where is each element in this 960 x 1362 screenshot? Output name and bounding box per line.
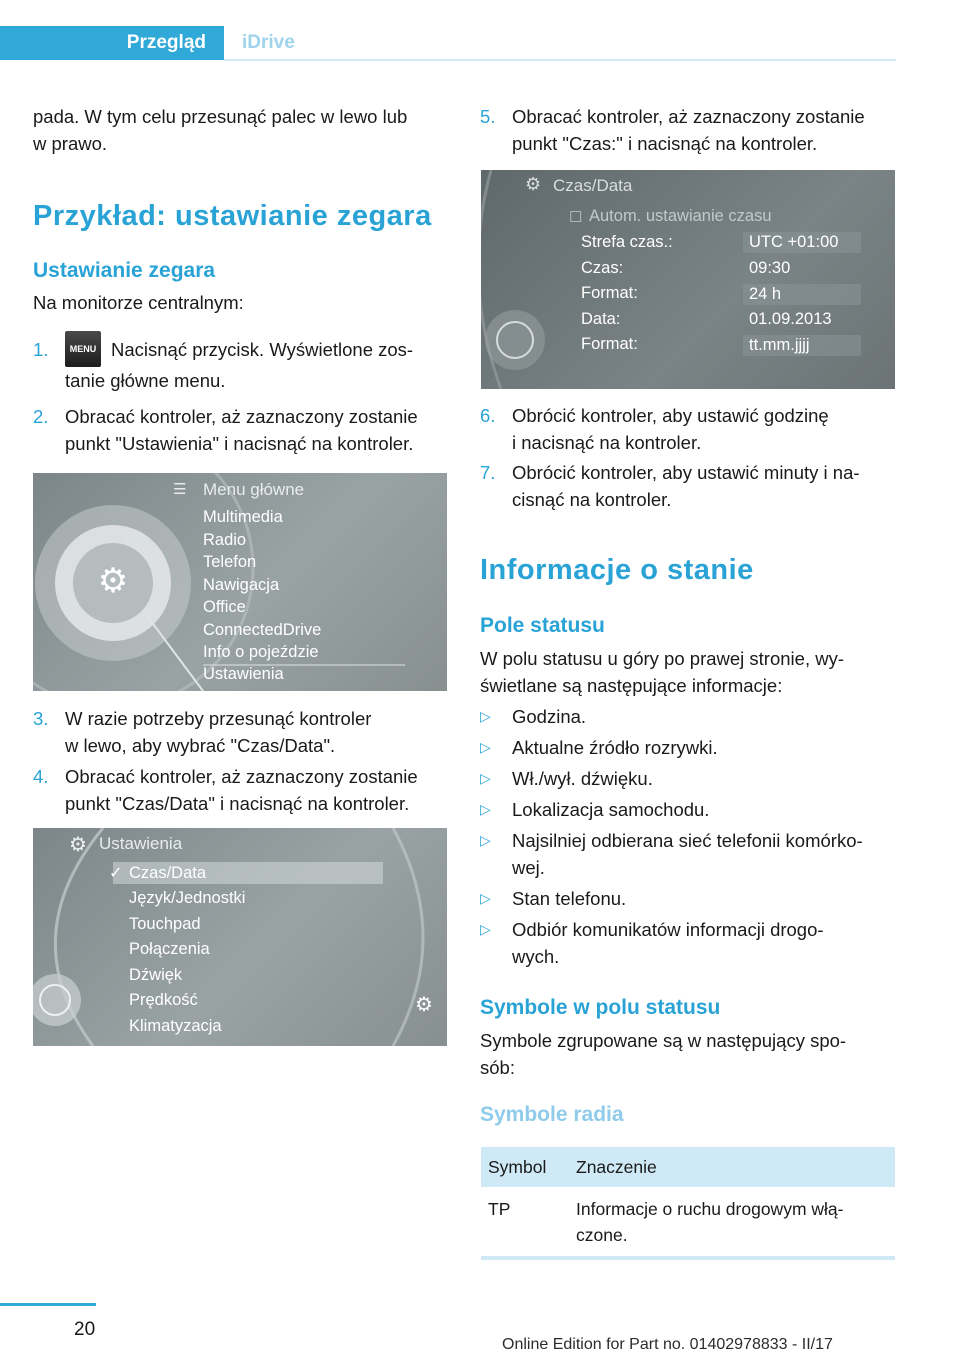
- subsection-title-symbols: Symbole w polu statusu: [480, 996, 721, 1019]
- step-number: 3.: [33, 708, 49, 729]
- bullet-icon: ▷: [480, 770, 491, 786]
- list-item: ▷ Lokalizacja samochodu.: [480, 796, 900, 823]
- step-5: [480, 103, 900, 157]
- settings-item-connections[interactable]: Połączenia: [129, 940, 210, 958]
- settings-item-climate[interactable]: Klimatyzacja: [129, 1017, 222, 1035]
- symbols-intro-line: Symbole zgrupowane są w następujący spo-: [480, 1030, 847, 1051]
- step-6: [480, 402, 900, 456]
- gear-icon: ⚙: [69, 834, 87, 856]
- menu-item-settings[interactable]: Ustawienia: [203, 665, 284, 683]
- list-item: ▷ Aktualne źródło rozrywki.: [480, 734, 900, 761]
- menu-item-connecteddrive[interactable]: ConnectedDrive: [203, 621, 322, 639]
- step-3: [33, 705, 453, 759]
- column-header-meaning: Znaczenie: [576, 1156, 657, 1177]
- step-number: 6.: [480, 405, 496, 426]
- controller-graphic: [481, 170, 895, 389]
- step-number: 5.: [480, 106, 496, 127]
- step-text: Obracać kontroler, aż zaznaczony zostanie: [65, 766, 418, 787]
- settings-item-speed[interactable]: Prędkość: [129, 991, 198, 1009]
- bullet-icon: ▷: [480, 832, 491, 848]
- status-intro-line: W polu statusu u góry po prawej stronie, wy-: [480, 648, 844, 669]
- intro-text: [33, 103, 453, 157]
- row-label-date-format: Format:: [581, 335, 638, 353]
- gear-icon: ⚙: [97, 562, 129, 600]
- symbols-intro-line: sób:: [480, 1057, 515, 1078]
- list-item: ▷ Stan telefonu.: [480, 885, 900, 912]
- step-text: w lewo, aby wybrać "Czas/Data".: [65, 735, 336, 756]
- auto-time-option[interactable]: Autom. ustawianie czasu: [589, 207, 772, 225]
- step-text: Obracać kontroler, aż zaznaczony zostanie: [512, 106, 865, 127]
- step-number: 4.: [33, 766, 49, 787]
- subsection-title-status-field: Pole statusu: [480, 614, 605, 637]
- status-bullet-list: [480, 703, 900, 970]
- table-row: [481, 1187, 895, 1256]
- header-divider: [224, 59, 896, 61]
- settings-item-language[interactable]: Język/Jednostki: [129, 889, 246, 907]
- step-1: [33, 331, 453, 394]
- intro-line: pada. W tym celu przesunąć palec w lewo lub: [33, 106, 408, 127]
- menu-item-phone[interactable]: Telefon: [203, 553, 257, 571]
- subsection-title-radio: Symbole radia: [480, 1103, 624, 1126]
- tab-idrive: iDrive: [224, 26, 896, 60]
- controller-arcs: [33, 828, 447, 1046]
- cell-symbol: TP: [488, 1199, 511, 1219]
- footer-rule: [0, 1303, 96, 1306]
- gear-icon: ⚙: [525, 174, 542, 194]
- lead-text: Na monitorze centralnym:: [33, 292, 244, 313]
- radio-symbols-table: [481, 1147, 895, 1260]
- settings-item-touchpad[interactable]: Touchpad: [129, 915, 201, 933]
- step-4: [33, 763, 453, 817]
- column-header-symbol: Symbol: [488, 1156, 547, 1177]
- bullet-icon: ▷: [480, 739, 491, 755]
- screen-title: Menu główne: [203, 480, 305, 499]
- edition-text: Online Edition for Part no. 01402978833 - II/17: [502, 1336, 833, 1353]
- list-item-cont: wej.: [512, 857, 545, 878]
- list-item: ▷ Najsilniej odbierana sieć telefonii komórko-: [480, 827, 900, 854]
- subsection-title-clock: Ustawianie zegara: [33, 259, 216, 282]
- step-text: Obracać kontroler, aż zaznaczony zostanie: [65, 406, 418, 427]
- menu-item-office[interactable]: Office: [203, 598, 246, 616]
- gear-icon-small: ⚙: [415, 994, 433, 1016]
- menu-item-navigation[interactable]: Nawigacja: [203, 576, 280, 594]
- step-text: punkt "Ustawienia" i nacisnąć na kontroler.: [65, 433, 414, 454]
- step-text: punkt "Czas:" i nacisnąć na kontroler.: [512, 133, 818, 154]
- list-item: ▷ Wł./wył. dźwięku.: [480, 765, 900, 792]
- tab-overview: Przegląd: [0, 26, 224, 60]
- step-number: 1.: [33, 338, 49, 360]
- bullet-icon: ▷: [480, 708, 491, 724]
- symbols-intro: [480, 1027, 900, 1081]
- step-text: cisnąć na kontroler.: [512, 489, 672, 510]
- row-value-timezone[interactable]: UTC +01:00: [743, 232, 861, 253]
- screen-settings: [33, 828, 447, 1046]
- step-text: i nacisnąć na kontroler.: [512, 432, 702, 453]
- screen-time-date: [481, 170, 895, 389]
- screen-title: Ustawienia: [99, 834, 183, 853]
- row-value-date-format[interactable]: tt.mm.jjjj: [743, 335, 861, 356]
- step-text: W razie potrzeby przesunąć kontroler: [65, 708, 372, 729]
- bullet-icon: ▷: [480, 921, 491, 937]
- cell-meaning: Informacje o ruchu drogowym włą- czone.: [576, 1199, 844, 1245]
- row-label-time: Czas:: [581, 259, 624, 277]
- list-item: ▷ Godzina.: [480, 703, 900, 730]
- step-text: tanie główne menu.: [65, 370, 226, 391]
- row-label-time-format: Format:: [581, 284, 638, 302]
- row-value-time[interactable]: 09:30: [749, 259, 791, 277]
- section-title-clock: Przykład: ustawianie zegara: [33, 200, 432, 232]
- checkbox-icon[interactable]: ☐: [569, 209, 583, 226]
- settings-item-time-date[interactable]: Czas/Data: [129, 864, 207, 882]
- step-text: Nacisnąć przycisk. Wyświetlone zos-: [111, 338, 414, 360]
- screen-main-menu: [33, 473, 447, 691]
- step-7: [480, 459, 900, 513]
- settings-item-sound[interactable]: Dźwięk: [129, 966, 183, 984]
- table-header: [481, 1147, 895, 1187]
- row-value-date[interactable]: 01.09.2013: [749, 310, 832, 328]
- menu-item-radio[interactable]: Radio: [203, 531, 247, 549]
- row-label-timezone: Strefa czas.:: [581, 233, 673, 251]
- checkmark-icon: ✓: [109, 865, 123, 882]
- list-item: ▷ Odbiór komunikatów informacji drogo-: [480, 916, 900, 943]
- page-number: 20: [74, 1319, 96, 1340]
- step-text: Obrócić kontroler, aby ustawić minuty i na-: [512, 462, 860, 483]
- status-intro: [480, 645, 900, 699]
- step-text: punkt "Czas/Data" i nacisnąć na kontroler.: [65, 793, 410, 814]
- menu-item-multimedia[interactable]: Multimedia: [203, 508, 283, 526]
- row-label-date: Data:: [581, 310, 621, 328]
- menu-list-icon: ☰: [173, 481, 187, 498]
- step-number: 7.: [480, 462, 496, 483]
- intro-line: w prawo.: [33, 133, 108, 154]
- section-title-status: Informacje o stanie: [480, 554, 754, 586]
- step-number: 2.: [33, 406, 49, 427]
- bullet-icon: ▷: [480, 801, 491, 817]
- screen-title: Czas/Data: [553, 176, 633, 195]
- list-item-cont: wych.: [512, 946, 560, 967]
- table-bottom-rule: [481, 1256, 895, 1260]
- menu-item-vehicle-info[interactable]: Info o pojeździe: [203, 643, 319, 661]
- menu-button-icon: MENU: [65, 331, 101, 367]
- step-2: [33, 403, 453, 457]
- row-value-time-format[interactable]: 24 h: [743, 284, 861, 305]
- bullet-icon: ▷: [480, 890, 491, 906]
- status-intro-line: świetlane są następujące informacje:: [480, 675, 783, 696]
- step-text: Obrócić kontroler, aby ustawić godzinę: [512, 405, 829, 426]
